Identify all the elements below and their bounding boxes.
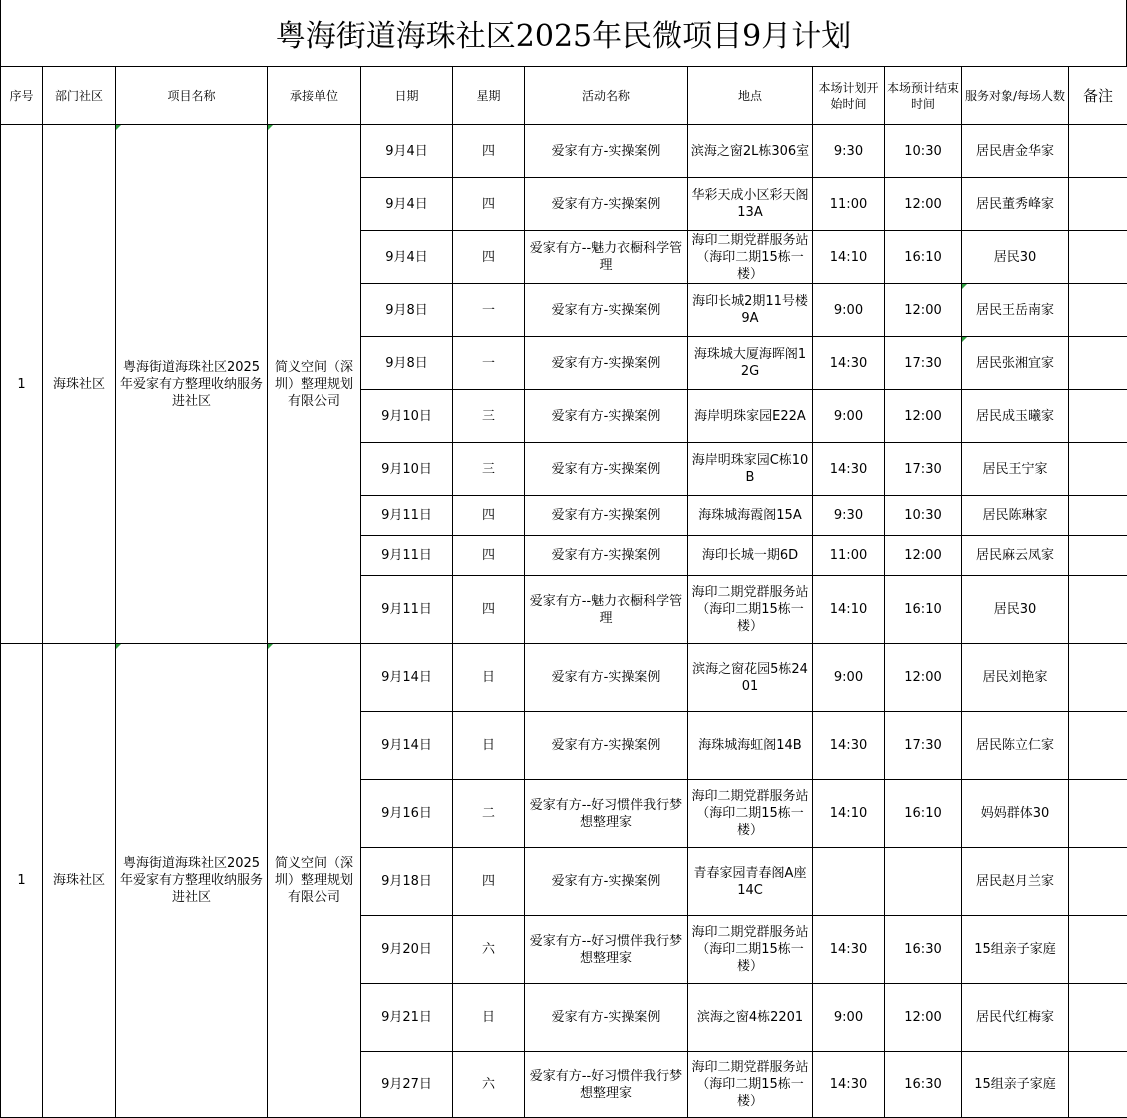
start-cell: 14:10 xyxy=(813,780,885,848)
target-cell: 居民张湘宜家 xyxy=(962,337,1069,390)
remark-cell xyxy=(1069,443,1127,496)
unit-cell: 简义空间（深圳）整理规划有限公司 xyxy=(268,125,361,644)
target-cell: 居民刘艳家 xyxy=(962,644,1069,712)
date-cell: 9月11日 xyxy=(361,576,453,644)
header-project: 项目名称 xyxy=(116,67,268,125)
target-cell: 居民赵月兰家 xyxy=(962,848,1069,916)
date-cell: 9月11日 xyxy=(361,536,453,576)
target-cell: 妈妈群体30 xyxy=(962,780,1069,848)
start-cell: 9:00 xyxy=(813,284,885,337)
remark-cell xyxy=(1069,390,1127,443)
date-cell: 9月8日 xyxy=(361,337,453,390)
end-cell: 10:30 xyxy=(885,125,962,178)
dept-cell: 海珠社区 xyxy=(43,644,116,1118)
remark-cell xyxy=(1069,848,1127,916)
table-row xyxy=(1,644,1127,712)
start-cell: 14:30 xyxy=(813,1052,885,1118)
remark-cell xyxy=(1069,644,1127,712)
location-cell: 滨海之窗4栋2201 xyxy=(688,984,813,1052)
target-cell: 居民代红梅家 xyxy=(962,984,1069,1052)
date-cell: 9月10日 xyxy=(361,443,453,496)
remark-cell xyxy=(1069,984,1127,1052)
location-cell: 华彩天成小区彩天阁 13A xyxy=(688,178,813,231)
activity-cell: 爱家有方-实操案例 xyxy=(525,390,688,443)
header-seq: 序号 xyxy=(1,67,43,125)
target-cell: 居民成玉曦家 xyxy=(962,390,1069,443)
remark-cell xyxy=(1069,576,1127,644)
weekday-cell: 四 xyxy=(453,231,525,284)
end-cell: 16:30 xyxy=(885,916,962,984)
end-cell: 12:00 xyxy=(885,536,962,576)
remark-cell xyxy=(1069,1052,1127,1118)
header-end: 本场预计结束时间 xyxy=(885,67,962,125)
weekday-cell: 二 xyxy=(453,780,525,848)
target-cell: 居民30 xyxy=(962,576,1069,644)
weekday-cell: 四 xyxy=(453,178,525,231)
date-cell: 9月11日 xyxy=(361,496,453,536)
header-row xyxy=(1,67,1127,125)
activity-cell: 爱家有方-实操案例 xyxy=(525,178,688,231)
header-weekday: 星期 xyxy=(453,67,525,125)
header-location: 地点 xyxy=(688,67,813,125)
target-cell: 居民麻云凤家 xyxy=(962,536,1069,576)
location-cell: 海珠城海霞阁15A xyxy=(688,496,813,536)
date-cell: 9月10日 xyxy=(361,390,453,443)
start-cell: 9:30 xyxy=(813,125,885,178)
target-cell: 居民陈琳家 xyxy=(962,496,1069,536)
location-cell: 海珠城大厦海晖阁12G xyxy=(688,337,813,390)
location-cell: 海印二期党群服务站（海印二期15栋一楼） xyxy=(688,1052,813,1118)
remark-cell xyxy=(1069,712,1127,780)
remark-cell xyxy=(1069,231,1127,284)
location-cell: 青春家园青春阁A座14C xyxy=(688,848,813,916)
end-cell: 17:30 xyxy=(885,712,962,780)
date-cell: 9月14日 xyxy=(361,644,453,712)
activity-cell: 爱家有方-实操案例 xyxy=(525,284,688,337)
project-cell: 粤海街道海珠社区2025年爱家有方整理收纳服务进社区 xyxy=(116,125,268,644)
end-cell: 12:00 xyxy=(885,284,962,337)
target-cell: 居民30 xyxy=(962,231,1069,284)
target-cell: 居民陈立仁家 xyxy=(962,712,1069,780)
table-row xyxy=(1,125,1127,178)
project-cell: 粤海街道海珠社区2025年爱家有方整理收纳服务进社区 xyxy=(116,644,268,1118)
end-cell: 12:00 xyxy=(885,984,962,1052)
end-cell: 12:00 xyxy=(885,178,962,231)
start-cell: 11:00 xyxy=(813,536,885,576)
activity-cell: 爱家有方-实操案例 xyxy=(525,443,688,496)
start-cell: 14:30 xyxy=(813,916,885,984)
location-cell: 海印二期党群服务站（海印二期15栋一楼） xyxy=(688,916,813,984)
end-cell: 17:30 xyxy=(885,443,962,496)
end-cell: 12:00 xyxy=(885,644,962,712)
plan-body xyxy=(1,125,1127,1118)
weekday-cell: 六 xyxy=(453,916,525,984)
seq-cell: 1 xyxy=(1,644,43,1118)
activity-cell: 爱家有方-实操案例 xyxy=(525,644,688,712)
location-cell: 滨海之窗2L栋306室 xyxy=(688,125,813,178)
date-cell: 9月21日 xyxy=(361,984,453,1052)
location-cell: 海印二期党群服务站（海印二期15栋一楼） xyxy=(688,231,813,284)
weekday-cell: 六 xyxy=(453,1052,525,1118)
date-cell: 9月4日 xyxy=(361,231,453,284)
start-cell: 9:00 xyxy=(813,390,885,443)
remark-cell xyxy=(1069,178,1127,231)
dept-cell: 海珠社区 xyxy=(43,125,116,644)
header-dept: 部门社区 xyxy=(43,67,116,125)
activity-cell: 爱家有方--好习惯伴我行梦想整理家 xyxy=(525,916,688,984)
location-cell: 海印长城2期11号楼9A xyxy=(688,284,813,337)
weekday-cell: 四 xyxy=(453,848,525,916)
date-cell: 9月4日 xyxy=(361,178,453,231)
weekday-cell: 日 xyxy=(453,984,525,1052)
location-cell: 海印二期党群服务站（海印二期15栋一楼） xyxy=(688,780,813,848)
start-cell: 9:30 xyxy=(813,496,885,536)
header-activity: 活动名称 xyxy=(525,67,688,125)
header-target: 服务对象/每场人数 xyxy=(962,67,1069,125)
remark-cell xyxy=(1069,916,1127,984)
target-cell: 15组亲子家庭 xyxy=(962,916,1069,984)
weekday-cell: 三 xyxy=(453,390,525,443)
date-cell: 9月4日 xyxy=(361,125,453,178)
start-cell: 14:10 xyxy=(813,231,885,284)
location-cell: 海岸明珠家园C栋10B xyxy=(688,443,813,496)
activity-cell: 爱家有方-实操案例 xyxy=(525,496,688,536)
activity-cell: 爱家有方--魅力衣橱科学管理 xyxy=(525,231,688,284)
end-cell: 17:30 xyxy=(885,337,962,390)
weekday-cell: 四 xyxy=(453,576,525,644)
target-cell: 居民董秀峰家 xyxy=(962,178,1069,231)
end-cell: 16:10 xyxy=(885,780,962,848)
target-cell: 居民王岳南家 xyxy=(962,284,1069,337)
activity-cell: 爱家有方-实操案例 xyxy=(525,712,688,780)
location-cell: 海印长城一期6D xyxy=(688,536,813,576)
location-cell: 海岸明珠家园E22A xyxy=(688,390,813,443)
end-cell: 12:00 xyxy=(885,390,962,443)
remark-cell xyxy=(1069,337,1127,390)
weekday-cell: 一 xyxy=(453,337,525,390)
weekday-cell: 日 xyxy=(453,644,525,712)
start-cell: 14:30 xyxy=(813,443,885,496)
plan-table xyxy=(0,66,1127,1118)
weekday-cell: 四 xyxy=(453,496,525,536)
end-cell xyxy=(885,848,962,916)
location-cell: 滨海之窗花园5栋2401 xyxy=(688,644,813,712)
location-cell: 海印二期党群服务站（海印二期15栋一楼） xyxy=(688,576,813,644)
date-cell: 9月18日 xyxy=(361,848,453,916)
weekday-cell: 日 xyxy=(453,712,525,780)
weekday-cell: 四 xyxy=(453,125,525,178)
end-cell: 16:10 xyxy=(885,576,962,644)
start-cell: 14:10 xyxy=(813,576,885,644)
start-cell: 9:00 xyxy=(813,644,885,712)
header-start: 本场计划开始时间 xyxy=(813,67,885,125)
activity-cell: 爱家有方--好习惯伴我行梦想整理家 xyxy=(525,780,688,848)
activity-cell: 爱家有方--好习惯伴我行梦想整理家 xyxy=(525,1052,688,1118)
target-cell: 居民王宁家 xyxy=(962,443,1069,496)
seq-cell: 1 xyxy=(1,125,43,644)
location-cell: 海珠城海虹阁14B xyxy=(688,712,813,780)
header-date: 日期 xyxy=(361,67,453,125)
activity-cell: 爱家有方-实操案例 xyxy=(525,984,688,1052)
date-cell: 9月14日 xyxy=(361,712,453,780)
target-cell: 居民唐金华家 xyxy=(962,125,1069,178)
start-cell: 14:30 xyxy=(813,337,885,390)
date-cell: 9月16日 xyxy=(361,780,453,848)
end-cell: 10:30 xyxy=(885,496,962,536)
activity-cell: 爱家有方-实操案例 xyxy=(525,337,688,390)
start-cell xyxy=(813,848,885,916)
target-cell: 15组亲子家庭 xyxy=(962,1052,1069,1118)
start-cell: 11:00 xyxy=(813,178,885,231)
end-cell: 16:10 xyxy=(885,231,962,284)
start-cell: 14:30 xyxy=(813,712,885,780)
header-unit: 承接单位 xyxy=(268,67,361,125)
date-cell: 9月20日 xyxy=(361,916,453,984)
activity-cell: 爱家有方-实操案例 xyxy=(525,848,688,916)
weekday-cell: 四 xyxy=(453,536,525,576)
page-title: 粤海街道海珠社区2025年民微项目9月计划 xyxy=(0,0,1127,66)
remark-cell xyxy=(1069,125,1127,178)
date-cell: 9月27日 xyxy=(361,1052,453,1118)
remark-cell xyxy=(1069,496,1127,536)
activity-cell: 爱家有方--魅力衣橱科学管理 xyxy=(525,576,688,644)
remark-cell xyxy=(1069,780,1127,848)
header-remark: 备注 xyxy=(1069,67,1127,125)
weekday-cell: 三 xyxy=(453,443,525,496)
remark-cell xyxy=(1069,536,1127,576)
date-cell: 9月8日 xyxy=(361,284,453,337)
unit-cell: 简义空间（深圳）整理规划有限公司 xyxy=(268,644,361,1118)
weekday-cell: 一 xyxy=(453,284,525,337)
end-cell: 16:30 xyxy=(885,1052,962,1118)
activity-cell: 爱家有方-实操案例 xyxy=(525,125,688,178)
start-cell: 9:00 xyxy=(813,984,885,1052)
activity-cell: 爱家有方-实操案例 xyxy=(525,536,688,576)
remark-cell xyxy=(1069,284,1127,337)
